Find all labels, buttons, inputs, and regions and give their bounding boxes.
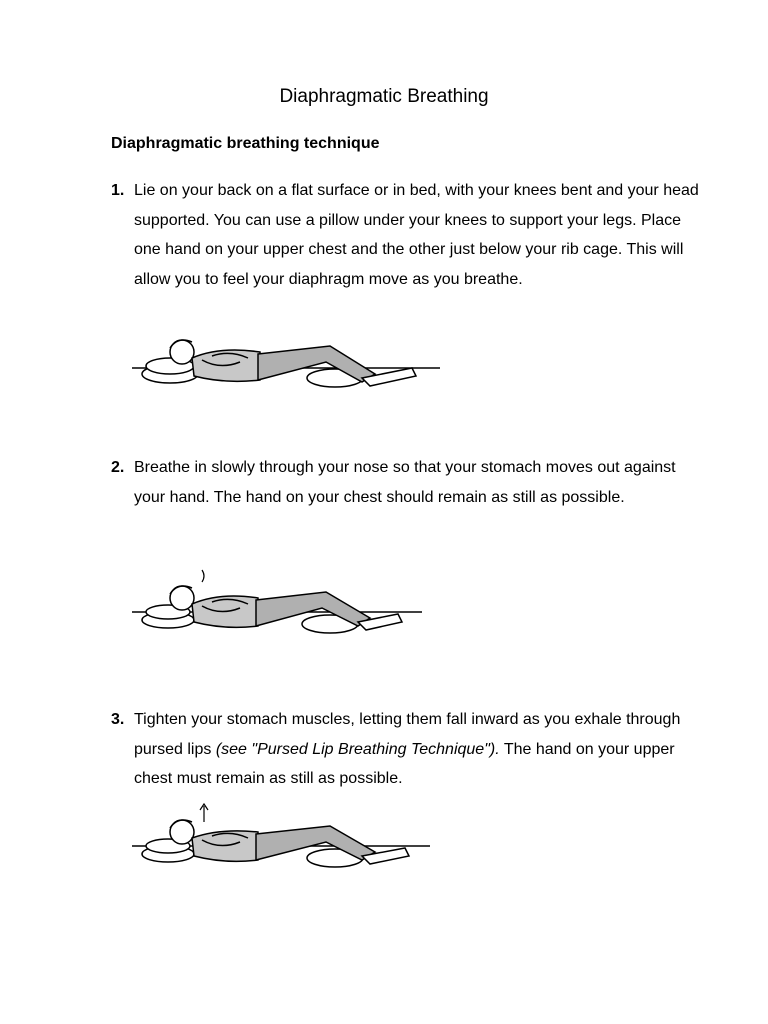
step-number: 3. (111, 711, 125, 728)
lying-person-exhale-illustration (130, 800, 432, 872)
lying-person-inhale-illustration (130, 568, 425, 640)
section-subtitle: Diaphragmatic breathing technique (111, 135, 380, 152)
step-3 (111, 705, 711, 794)
page-title: Diaphragmatic Breathing (279, 86, 489, 107)
step-text: Lie on your back on a flat surface or in bed, with your knees bent and your head supported. You can use a pillow under your knees to support your legs. Place one hand on your upper chest and the other just below your rib cage. This will allow you to feel your diaphragm move as you breathe. (134, 182, 699, 288)
step-text-part: Tighten your stomach muscles, letting them fall inward as you exhale through pursed lips (134, 711, 681, 758)
pursed-lip-reference: (see "Pursed Lip Breathing Technique"). (215, 740, 500, 758)
step-number: 1. (111, 182, 125, 199)
step-1 (111, 176, 711, 294)
step-2 (111, 453, 711, 512)
step-text: Breathe in slowly through your nose so that your stomach moves out against your hand. The hand on your chest should remain as still as possible. (134, 459, 676, 506)
lying-person-illustration (130, 328, 442, 398)
step-text (134, 705, 711, 794)
step-text-part: The hand on your upper chest must remain as still as possible. (134, 740, 675, 787)
step-number: 2. (111, 459, 125, 476)
